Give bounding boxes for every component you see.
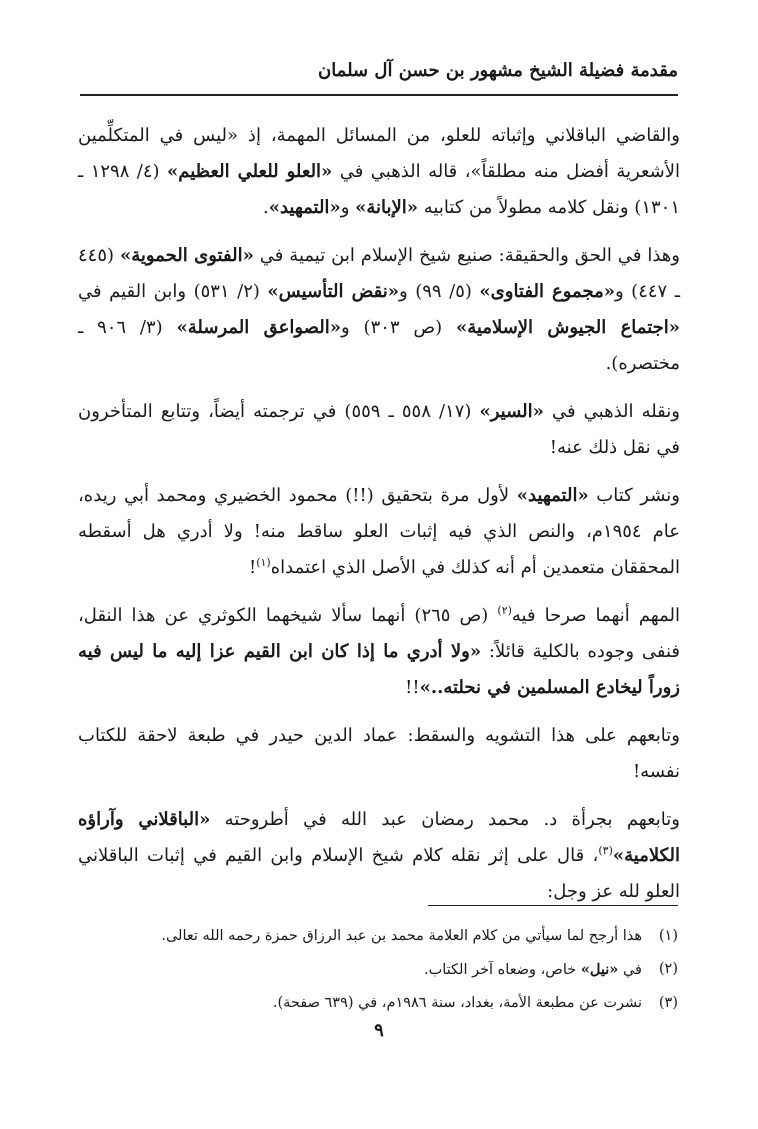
book-title: «الباقلاني وآراؤه الكلامية» <box>78 809 680 866</box>
quote: «ولا أدري ما إذا كان ابن القيم عزا إليه ما ليس فيه زوراً ليخادع المسلمين في نحلته..» <box>78 641 680 698</box>
book-title: «التمهيد» <box>516 485 589 506</box>
running-header <box>80 58 678 96</box>
text-run: ! <box>248 557 257 578</box>
footnote-text: هذا أرجح لما سيأتي من كلام العلامة محمد بن عبد الرزاق حمزة رحمه الله تعالى. <box>161 928 642 944</box>
book-title: «الإبانة» <box>355 197 419 218</box>
text-run: لأول مرة بتحقيق (!!) محمود الخضيري ومحمد أبي ريده، عام ١٩٥٤م، والنص الذي فيه إثبات العلو ساقط منه! ولا أدري هل أسقطه المحققان متعمدين أم أنه كذلك في الأصل الذي اعتمداه <box>78 485 680 578</box>
text-run: (١٧/ ٥٥٨ ـ ٥٥٩) في ترجمته أيضاً، وتتابع المتأخرون في نقل ذلك عنه! <box>78 401 680 458</box>
text-run: خاص، وضعاه آخر الكتاب. <box>423 962 581 978</box>
text-run: (ص ٢٦٥) أنهما سألا شيخهما الكوثري عن هذا النقل، فنفى وجوده بالكلية قائلاً: <box>78 605 680 662</box>
footnote-number: (١) <box>658 928 678 944</box>
text-run: (٣/ ٩٠٦ ـ مختصره). <box>78 317 680 374</box>
footnote <box>80 920 678 953</box>
main-text <box>78 118 680 922</box>
book-title: «السير» <box>479 401 544 422</box>
footnote <box>80 987 678 1020</box>
text-run: و <box>340 197 356 218</box>
text-run: (٢/ ٥٣١) وابن القيم في <box>78 281 268 302</box>
text-run: وتابعهم بجرأة د. محمد رمضان عبد الله في أطروحته <box>210 809 680 830</box>
paragraph <box>78 394 680 466</box>
book-title: «الصواعق المرسلة» <box>176 317 342 338</box>
footnote-number: (٢) <box>658 961 678 977</box>
paragraph <box>78 238 680 382</box>
paragraph <box>78 478 680 586</box>
text-run: وتابعهم على هذا التشويه والسقط: عماد الدين حيدر في طبعة لاحقة للكتاب نفسه! <box>78 725 680 782</box>
text-run: ونقله الذهبي في <box>543 401 680 422</box>
footnote-ref[interactable]: (١) <box>256 556 271 569</box>
text-run: في <box>618 962 642 978</box>
footnote-number: (٣) <box>658 995 678 1011</box>
text-run: ونشر كتاب <box>588 485 680 506</box>
text-run: (٤٤٥ ـ ٤٤٧) و <box>78 245 681 302</box>
paragraph <box>78 802 680 910</box>
text-run: والقاضي الباقلاني وإثباته للعلو، من المسائل المهمة، إذ «ليس في المتكلِّمين الأشعرية أفضل منه مطلقاً»، قاله الذهبي في <box>78 125 680 182</box>
book-title: «التمهيد» <box>268 197 341 218</box>
book-title: «نيل» <box>580 961 619 978</box>
text-run: (٥/ ٩٩) و <box>399 281 480 302</box>
page-number: ٩ <box>374 1020 384 1041</box>
paragraph <box>78 118 680 226</box>
footnote-ref[interactable]: (٢) <box>497 604 512 617</box>
footnote-text: نشرت عن مطبعة الأمة، بغداد، سنة ١٩٨٦م، في (٦٣٩ صفحة). <box>272 995 642 1011</box>
book-title: «الفتوى الحموية» <box>119 245 254 266</box>
footnote-ref[interactable]: (٣) <box>598 844 613 857</box>
text-run: ، قال على إثر نقله كلام شيخ الإسلام وابن القيم في إثبات الباقلاني العلو لله عز وجل: <box>78 845 680 902</box>
paragraph <box>78 718 680 790</box>
book-title: «اجتماع الجيوش الإسلامية» <box>455 317 681 338</box>
text-run: (٤/ ١٢٩٨ ـ ١٣٠١) ونقل كلامه مطولاً من كتابيه <box>78 161 680 218</box>
book-title: «نقض التأسيس» <box>267 281 400 302</box>
footnote-separator <box>428 905 678 906</box>
footnotes <box>80 920 678 1020</box>
text-run: وهذا في الحق والحقيقة: صنيع شيخ الإسلام ابن تيمية في <box>253 245 680 266</box>
text-run: المهم أنهما صرحا فيه <box>511 605 680 626</box>
text-run: (ص ٣٠٣) و <box>341 317 456 338</box>
header-title: مقدمة فضيلة الشيخ مشهور بن حسن آل سلمان <box>317 60 678 81</box>
book-title: «مجموع الفتاوى» <box>479 281 615 302</box>
text-run: !! <box>405 677 420 698</box>
paragraph <box>78 598 680 706</box>
book-title: «العلو للعلي العظيم» <box>167 161 333 182</box>
text-run: . <box>262 197 269 218</box>
footnote-text <box>424 953 642 987</box>
footnote <box>80 953 678 987</box>
